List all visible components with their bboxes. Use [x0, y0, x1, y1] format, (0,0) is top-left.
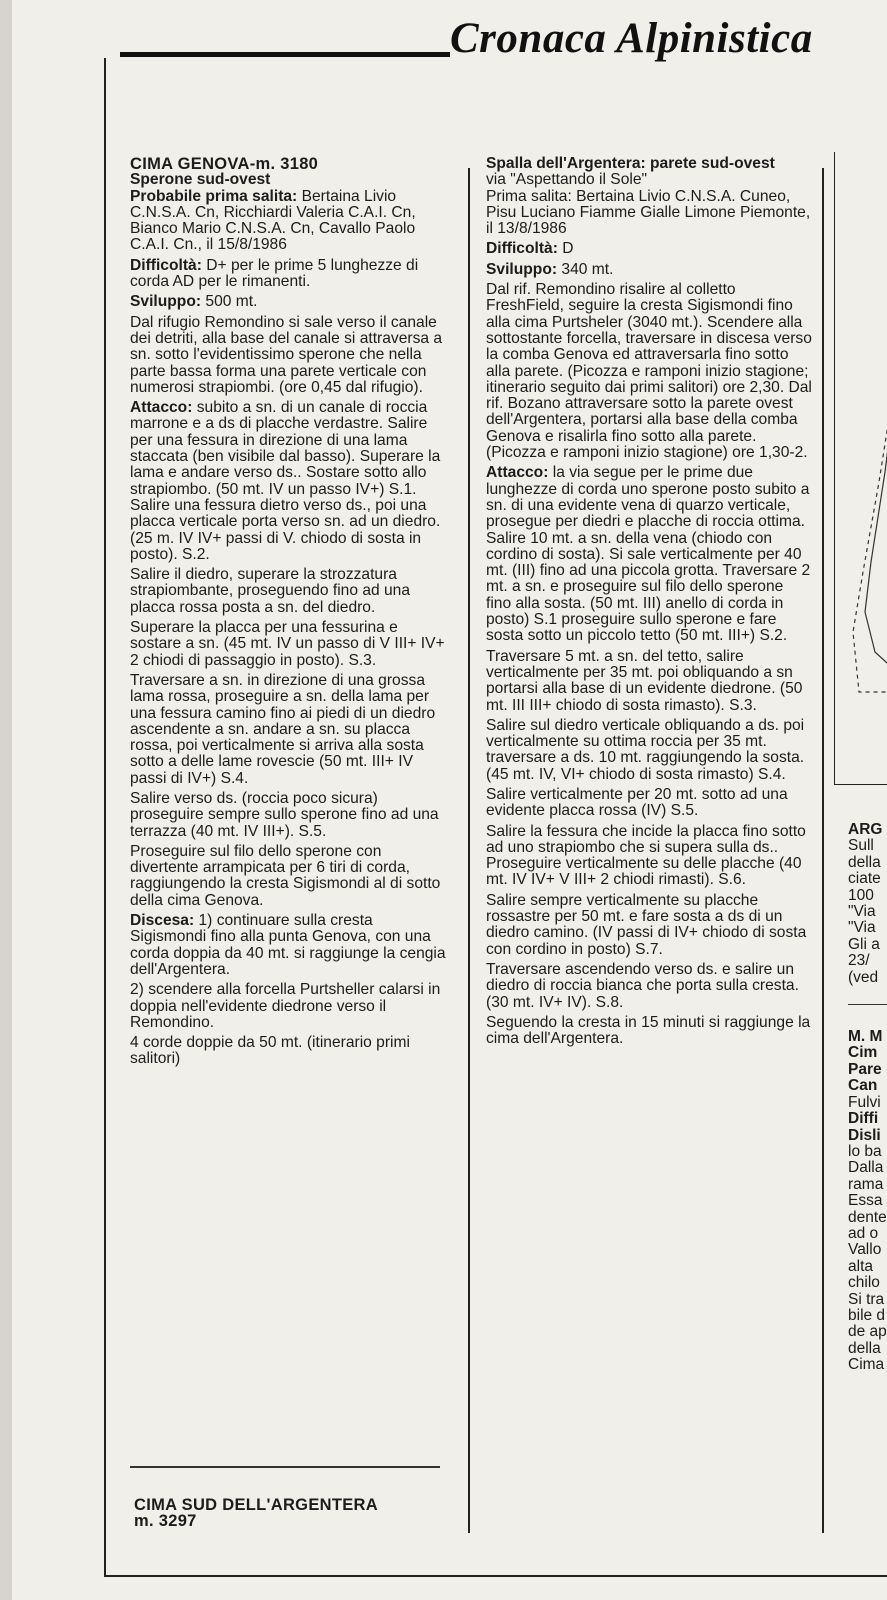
development: Sviluppo: 340 mt. — [486, 260, 614, 278]
truncated-line: 23/ — [848, 952, 870, 970]
truncated-line: Essa — [848, 1192, 883, 1210]
route-subtitle: Sperone sud-ovest — [130, 171, 271, 189]
truncated-line: della — [848, 1339, 881, 1357]
truncated-line: alta — [848, 1257, 873, 1275]
truncated-line: bile d — [848, 1306, 886, 1324]
header-rule — [120, 52, 450, 57]
truncated-line: (ved — [848, 968, 879, 986]
next-route-heading — [134, 1497, 434, 1530]
truncated-line: dente — [848, 1208, 887, 1226]
difficulty: Difficoltà: D+ per le prime 5 lunghezze di corda AD per le rimanenti. — [130, 256, 419, 291]
pitch-paragraph: Traversare ascendendo verso ds. e salire un diedro di roccia bianca che porta sulla cresta. (30 mt. IV+ IV). S.8. — [486, 960, 799, 1011]
column-cima-genova — [130, 156, 452, 1072]
truncated-line: ARG — [848, 821, 883, 838]
truncated-line: lo ba — [848, 1142, 882, 1160]
magazine-page — [12, 0, 887, 1600]
attack-paragraph: Attacco: subito a sn. di un canale di roccia marrone e a ds di placche verdastre. Salire per una fessura in direzione di una lama staccata (ben visibile dal basso). Superare la lama e andare verso ds.. Sostare sotto allo strapiombo. (50 mt. IV un passo IV+) S.1. Salire una fessura dietro verso ds., poi una placca verticale porta verso sn. ad un diedro. (25 m. IV IV+ passi di V. chiodo di sosta in posto). S.2. — [130, 399, 441, 563]
truncated-rule — [848, 986, 887, 1005]
development: Sviluppo: 500 mt. — [130, 293, 258, 311]
truncated-line: della — [848, 853, 881, 871]
truncated-line: M. M — [848, 1028, 883, 1046]
section-title: Cronaca Alpinistica — [450, 15, 813, 62]
next-route-altitude: m. 3297 — [134, 1512, 197, 1531]
truncated-line: 100 — [848, 886, 874, 904]
route-title: Spalla dell'Argentera: parete sud-ovest — [486, 155, 775, 172]
truncated-line: "Via — [848, 919, 876, 937]
difficulty: Difficoltà: D — [486, 240, 574, 258]
truncated-line: Disli — [848, 1126, 881, 1144]
pitch-paragraph: Salire verticalmente per 20 mt. sotto ad una evidente placca rossa (IV) S.5. — [486, 785, 788, 820]
truncated-line: Cima — [848, 1356, 885, 1374]
truncated-line: Cim — [848, 1044, 878, 1062]
truncated-line: ciate — [848, 870, 881, 888]
pitch-paragraph: Salire sempre verticalmente su placche rossastre per 50 mt. e fare sosta a ds di un diedro camino. (IV passi di IV+ chiodo di sosta con cordino in posto) S.7. — [486, 891, 807, 958]
truncated-line: Sull — [848, 837, 874, 855]
descent-paragraph: 2) scendere alla forcella Purtsheller calarsi in doppia nell'evidente diedrone verso il Remondino. — [130, 981, 441, 1031]
approach-paragraph: Dal rif. Remondino risalire al colletto FreshField, seguire la cresta Sigismondi fino alla cima Purtsheler (3040 mt.). Scendere alla sottostante forcella, traversare in discesa verso la comba Genova ed attraversarla fino sotto alla parete. (Picozza e ramponi inizio stagione; itinerario seguito dai primi salitori) ore 2,30. Dal rif. Bozano attraversare sotto la parete ovest dell'Argentera, portarsi alla base della comba Genova e risalirla fino sotto alla parete. (Picozza e ramponi inizio stagione) ore 1,30-2. — [486, 281, 812, 462]
route-topo-sketch — [834, 152, 887, 785]
truncated-line: Vallo — [848, 1241, 882, 1259]
column-separator — [468, 168, 470, 1533]
topo-sketch-lines — [835, 152, 887, 784]
truncated-line: Si tra — [848, 1290, 885, 1308]
truncated-line: Dalla — [848, 1159, 884, 1177]
first-ascent: Probabile prima salita: Bertaina Livio C.N.S.A. Cn, Ricchiardi Valeria C.A.I. Cn, Bianco Mario C.N.S.A. Cn, Cavallo Paolo C.A.I. Cn., il 15/8/1986 — [130, 187, 416, 254]
truncated-line: rama — [848, 1175, 884, 1193]
column-spalla-argentera — [486, 156, 812, 1051]
route-name: via "Aspettando il Sole" — [486, 171, 648, 189]
truncated-line: Pare — [848, 1060, 882, 1078]
pitch-paragraph: Salire sul diedro verticale obliquando a ds. poi verticalmente su ottima roccia per 35 mt. traversare a ds. 10 mt. raggiungendo la sosta. (45 mt. IV, VI+ chiodo di sosta rimasto) S.4. — [486, 716, 805, 783]
truncated-line: "Via — [848, 903, 876, 921]
pitch-paragraph: Seguendo la cresta in 15 minuti si raggiunge la cima dell'Argentera. — [486, 1013, 811, 1048]
truncated-line: ad o — [848, 1224, 879, 1242]
route-title: CIMA GENOVA-m. 3180 — [130, 155, 319, 173]
approach-paragraph: Dal rifugio Remondino si sale verso il canale dei detriti, alla base del canale si attraversa a sn. sotto l'evidentissimo sperone che nella parte bassa forma una parete verticale con numerosi strapiombi. (ore 0,45 dal rifugio). — [130, 313, 443, 396]
pitch-paragraph: Superare la placca per una fessurina e sostare a sn. (45 mt. IV un passo di V III+ IV+ 2 chiodi di passaggio in posto). S.3. — [130, 619, 445, 669]
descent-paragraph: Discesa: 1) continuare sulla cresta Sigismondi fino alla punta Genova, con una corda doppia da 40 mt. si raggiunge la cengia dell'Argentera. — [130, 912, 446, 978]
truncated-line: Can — [848, 1077, 878, 1095]
column-truncated — [848, 822, 887, 1374]
truncated-line: Fulvi — [848, 1093, 881, 1111]
pitch-paragraph: Salire la fessura che incide la placca fino sotto ad uno strapiombo che si supera sulla ds.. Proseguire verticalmente su delle placche (40 mt. IV IV+ V III+ 2 chiodi rimasti). S.6. — [486, 822, 806, 889]
attack-paragraph: Attacco: la via segue per le prime due lunghezze di corda uno sperone posto subito a sn. di una evidente vena di quarzo verticale, prosegue per diedri e placche di roccia ottima. Salire 10 mt. a sn. della vena (chiodo con cordino di sosta). Si sale verticalmente per 40 mt. (III) fino ad una piccola grotta. Traversare 2 mt. a sn. e proseguire sul filo dello sperone fino alla sosta. (50 mt. III) anello di corda in posto) S.1 proseguire sullo sperone e fare sosta sotto un piccolo tetto (50 mt. III+) S.2. — [486, 464, 811, 645]
column-divider-rule — [130, 1466, 440, 1468]
first-ascent: Prima salita: Bertaina Livio C.N.S.A. Cuneo, Pisu Luciano Fiamme Gialle Limone Piemonte, il 13/8/1986 — [486, 187, 811, 238]
column-separator — [822, 168, 824, 1533]
pitch-paragraph: Proseguire sul filo dello sperone con divertente arrampicata per 6 tiri di corda, raggiungendo la cresta Sigismondi al di sotto della cima Genova. — [130, 842, 441, 909]
truncated-line: Gli a — [848, 935, 880, 953]
pitch-paragraph: Traversare a sn. in direzione di una grossa lama rossa, proseguire a sn. della lama per una fessura camino fino ai piedi di un diedro ascendente a sn. andare a sn. su placca rossa, poi verticalmente si arriva alla sosta sotto a delle lame rovescie (50 mt. III+ IV passi di IV+) S.4. — [130, 671, 436, 787]
pitch-paragraph: Salire verso ds. (roccia poco sicura) proseguire sempre sullo sperone fino ad una terrazza (40 mt. IV III+). S.5. — [130, 789, 439, 840]
pitch-paragraph: Salire il diedro, superare la strozzatura strapiombante, proseguendo fino ad una placca rossa posta a sn. del diedro. — [130, 566, 411, 616]
truncated-line: de ap — [848, 1323, 887, 1341]
truncated-line: chilo — [848, 1274, 880, 1292]
pitch-paragraph: Traversare 5 mt. a sn. del tetto, salire verticalmente per 35 mt. poi obliquando a sn portarsi alla base di un evidente diedrone. (50 mt. III III+ chiodo di sosta rimasto). S.3. — [486, 647, 803, 714]
descent-paragraph: 4 corde doppie da 50 mt. (itinerario primi salitori) — [130, 1034, 410, 1068]
truncated-line: Diffi — [848, 1110, 879, 1128]
next-route-title: CIMA SUD DELL'ARGENTERA — [134, 1496, 378, 1514]
